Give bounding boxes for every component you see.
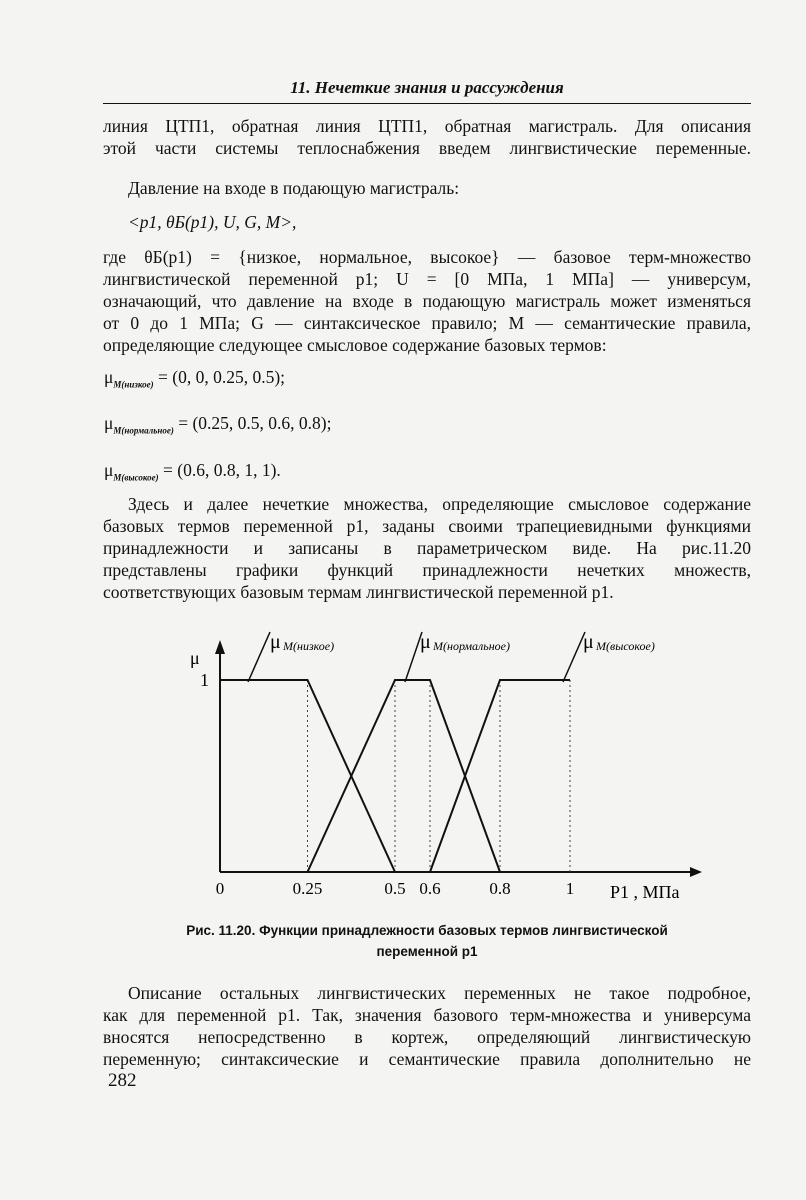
- x-axis-arrow-icon: [690, 867, 702, 877]
- explanation-line-5: соответствующих базовым термам лингвистической переменной p1.: [103, 582, 614, 602]
- x-tick-label-5: 1: [565, 879, 575, 898]
- y-axis-arrow-icon: [215, 640, 225, 654]
- legend-normal-label: M(нормальное): [433, 639, 510, 653]
- legend-high-label: M(высокое): [596, 639, 655, 653]
- formula-normal-sub: M(нормальное): [113, 425, 174, 436]
- legend-high-leader: [563, 632, 585, 682]
- legend-low-mu: μ: [270, 631, 281, 653]
- series-normal: [308, 680, 501, 872]
- formula-high-value: = (0.6, 0.8, 1, 1).: [163, 460, 281, 480]
- closing-line-1: Описание остальных лингвистических переменных не такое подробное,: [128, 983, 751, 1003]
- definition-line-3: означающий, что давление на входе в подающую магистраль может изменяться: [103, 291, 751, 311]
- legend-normal: [405, 631, 510, 682]
- formula-low-value: = (0, 0, 0.25, 0.5);: [158, 367, 286, 387]
- formula-high: [104, 460, 281, 483]
- definition-paragraph: [103, 246, 751, 356]
- legend-high: [563, 631, 655, 682]
- intro-line-1: линия ЦТП1, обратная линия ЦТП1, обратная магистраль. Для описания: [103, 116, 751, 136]
- closing-paragraph: [103, 982, 751, 1070]
- intro-paragraph: [103, 115, 751, 159]
- explanation-line-3: принадлежности и записаны в параметрическом виде. На рис.11.20: [103, 538, 751, 558]
- header-rule: [103, 103, 751, 104]
- caption-line-2: переменной p1: [376, 944, 478, 959]
- running-header: 11. Нечеткие знания и рассуждения: [290, 78, 564, 97]
- page-number: 282: [108, 1070, 137, 1091]
- legend-high-mu: μ: [583, 631, 594, 653]
- explanation-line-4: представлены графики функций принадлежности нечетких множеств,: [103, 560, 751, 580]
- formula-normal-value: = (0.25, 0.5, 0.6, 0.8);: [178, 413, 332, 433]
- caption-line-1: Рис. 11.20. Функции принадлежности базовых термов лингвистической: [186, 923, 668, 938]
- formula-low-mu: μ: [104, 367, 114, 387]
- formula-low-sub: M(низкое): [113, 379, 154, 390]
- legend-normal-mu: μ: [420, 631, 431, 653]
- x-tick-label-0: 0: [215, 879, 225, 898]
- formula-normal: [104, 413, 331, 436]
- closing-line-3: вносятся непосредственно в кортеж, определяющий лингвистическую: [103, 1027, 751, 1047]
- x-axis-label: P1 , МПа: [610, 882, 680, 902]
- x-tick-label-4: 0.8: [489, 879, 511, 898]
- legend-low: [248, 631, 334, 682]
- formula-normal-mu: μ: [104, 413, 114, 433]
- definition-line-1: где θБ(p1) = {низкое, нормальное, высокое} — базовое терм-множество: [103, 247, 751, 267]
- pressure-heading: Давление на входе в подающую магистраль:: [128, 178, 460, 198]
- legend-low-label: M(низкое): [283, 639, 335, 653]
- legend-low-leader: [248, 632, 270, 682]
- x-tick-label-2: 0.5: [384, 879, 406, 898]
- explanation-paragraph: [103, 493, 751, 603]
- x-tick-label-1: 0.25: [292, 879, 323, 898]
- tuple-formula: <p1, θБ(p1), U, G, M>,: [128, 212, 297, 232]
- y-axis-label: μ: [190, 648, 200, 668]
- x-tick-label-3: 0.6: [419, 879, 441, 898]
- formula-high-mu: μ: [104, 460, 114, 480]
- formula-high-sub: M(высокое): [113, 472, 159, 483]
- definition-line-2: лингвистической переменной p1; U = [0 МПа, 1 МПа] — универсум,: [103, 269, 751, 289]
- intro-line-2: этой части системы теплоснабжения введем лингвистические переменные.: [103, 138, 751, 158]
- figure-caption: [103, 920, 751, 962]
- membership-chart: [150, 622, 710, 912]
- explanation-line-1: Здесь и далее нечеткие множества, определяющие смысловое содержание: [128, 494, 751, 514]
- y-tick-label-0: 1: [200, 670, 209, 690]
- closing-line-4: переменную; синтаксические и семантические правила дополнительно не: [103, 1049, 751, 1069]
- definition-line-5: определяющие следующее смысловое содержание базовых термов:: [103, 335, 607, 355]
- explanation-line-2: базовых термов переменной p1, заданы своими трапециевидными функциями: [103, 516, 751, 536]
- definition-line-4: от 0 до 1 МПа; G — синтаксическое правило; M — семантические правила,: [103, 313, 751, 333]
- formula-low: [104, 367, 285, 390]
- closing-line-2: как для переменной p1. Так, значения базового терм-множества и универсума: [103, 1005, 751, 1025]
